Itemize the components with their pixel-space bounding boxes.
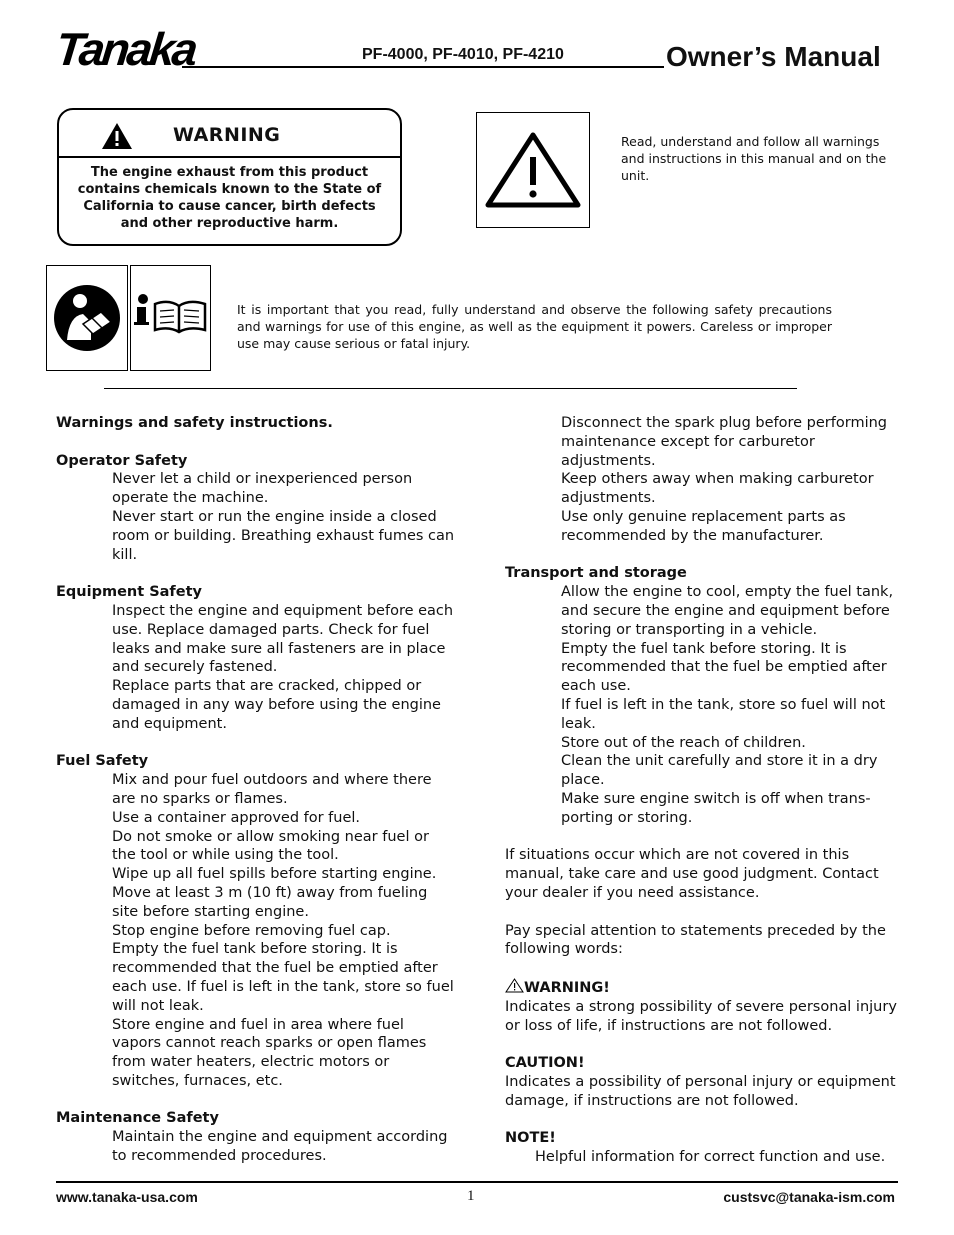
note-label: NOTE! bbox=[505, 1130, 556, 1147]
alert-triangle-icon bbox=[477, 113, 589, 227]
website-link[interactable]: www.tanaka-usa.com bbox=[56, 1189, 198, 1205]
right-column bbox=[505, 414, 905, 1167]
list-item: Keep others away when making carburetor adjustments. bbox=[561, 471, 874, 507]
warning-description: Indicates a strong possibility of severe personal injury or loss of life, if instructions are not followed. bbox=[505, 998, 897, 1034]
list-item: Store out of the reach of children. bbox=[561, 734, 806, 751]
warning-box bbox=[57, 108, 402, 246]
caution-label: CAUTION! bbox=[505, 1055, 585, 1072]
info-book-icon bbox=[131, 266, 210, 370]
list-item: Make sure engine switch is off when trans-porting or storing. bbox=[561, 790, 871, 826]
caution-description: Indicates a possibility of personal injury or equipment damage, if instructions are not followed. bbox=[505, 1073, 896, 1109]
email-link[interactable]: custsvc@tanaka-ism.com bbox=[723, 1189, 895, 1205]
header-rule bbox=[182, 66, 664, 68]
list-item: If fuel is left in the tank, store so fuel will not leak. bbox=[561, 696, 886, 732]
note-description: Helpful information for correct function and use. bbox=[535, 1149, 886, 1166]
list-item: Do not smoke or allow smoking near fuel or the tool or while using the tool. bbox=[112, 828, 429, 864]
footer-rule bbox=[56, 1181, 898, 1183]
fuel-safety-heading: Fuel Safety bbox=[56, 753, 149, 770]
list-item: Use a container approved for fuel. bbox=[112, 809, 361, 826]
page-number: 1 bbox=[467, 1188, 475, 1204]
warning-label: WARNING! bbox=[524, 979, 610, 996]
list-item: Allow the engine to cool, empty the fuel tank, and secure the engine and equipment before storing or transporting in a vehicle. bbox=[561, 584, 894, 638]
list-item: Store engine and fuel in area where fuel vapors cannot reach sparks or open flames from water heaters, electric motors or switches, furnaces, etc. bbox=[112, 1016, 427, 1089]
transport-storage-heading: Transport and storage bbox=[505, 565, 687, 582]
read-manual-image bbox=[46, 265, 128, 371]
list-item: Maintain the engine and equipment according to recommended procedures. bbox=[112, 1129, 448, 1165]
attention-paragraph: Pay special attention to statements preceded by the following words: bbox=[505, 922, 886, 958]
left-column bbox=[56, 414, 456, 1166]
info-book-image bbox=[130, 265, 211, 371]
section-title: Warnings and safety instructions. bbox=[56, 415, 333, 431]
model-numbers: PF-4000, PF-4010, PF-4210 bbox=[362, 46, 564, 63]
list-item: Replace parts that are cracked, chipped or damaged in any way before using the engine and equipment. bbox=[112, 678, 441, 732]
warning-outline-icon bbox=[505, 978, 524, 993]
list-item: Wipe up all fuel spills before starting engine. bbox=[112, 866, 437, 883]
read-manual-icon bbox=[47, 266, 127, 370]
maintenance-safety-heading: Maintenance Safety bbox=[56, 1110, 219, 1127]
read-instructions-notice: Read, understand and follow all warnings and instructions in this manual and on the unit. bbox=[621, 134, 887, 183]
situations-paragraph: If situations occur which are not covered in this manual, take care and use good judgment. Contact your dealer if you need assistance. bbox=[505, 847, 879, 901]
warning-box-header bbox=[59, 110, 400, 158]
list-item: Empty the fuel tank before storing. It is recommended that the fuel be emptied after each use. bbox=[561, 640, 887, 695]
brand-logo: Tanaka bbox=[53, 23, 198, 75]
list-item: Inspect the engine and equipment before each use. Replace damaged parts. Check for fuel leaks and make sure all fasteners are in place and securely fastened. bbox=[112, 602, 454, 676]
warning-triangle-icon bbox=[101, 122, 133, 150]
list-item: Stop engine before removing fuel cap. bbox=[112, 922, 391, 939]
list-item: Never let a child or inexperienced person operate the machine. bbox=[112, 471, 413, 507]
warning-text: The engine exhaust from this product contains chemicals known to the State of California to cause cancer, birth defects and other reproductive harm. bbox=[77, 165, 382, 231]
warning-title: WARNING bbox=[173, 124, 281, 146]
document-title: Owner’s Manual bbox=[666, 41, 881, 72]
intro-paragraph: It is important that you read, fully understand and observe the following safety precautions and warnings for use of this engine, as well as the equipment it powers. Careless or improper use may cause serious or fatal injury. bbox=[237, 302, 832, 351]
list-item: Move at least 3 m (10 ft) away from fueling site before starting engine. bbox=[112, 884, 428, 920]
alert-symbol-image bbox=[476, 112, 590, 228]
list-item: Empty the fuel tank before storing. It is recommended that the fuel be emptied after each use. If fuel is left in the tank, store so fuel will not leak. bbox=[112, 941, 454, 1014]
list-item: Disconnect the spark plug before performing maintenance except for carburetor adjustments. bbox=[561, 415, 888, 469]
list-item: Never start or run the engine inside a closed room or building. Breathing exhaust fumes can kill. bbox=[112, 508, 455, 563]
list-item: Clean the unit carefully and store it in a dry place. bbox=[561, 753, 878, 789]
section-divider bbox=[104, 388, 797, 389]
equipment-safety-heading: Equipment Safety bbox=[56, 584, 202, 601]
list-item: Use only genuine replacement parts as recommended by the manufacturer. bbox=[561, 508, 846, 544]
operator-safety-heading: Operator Safety bbox=[56, 452, 188, 469]
warning-label-row bbox=[505, 978, 905, 998]
list-item: Mix and pour fuel outdoors and where there are no sparks or flames. bbox=[112, 772, 432, 807]
